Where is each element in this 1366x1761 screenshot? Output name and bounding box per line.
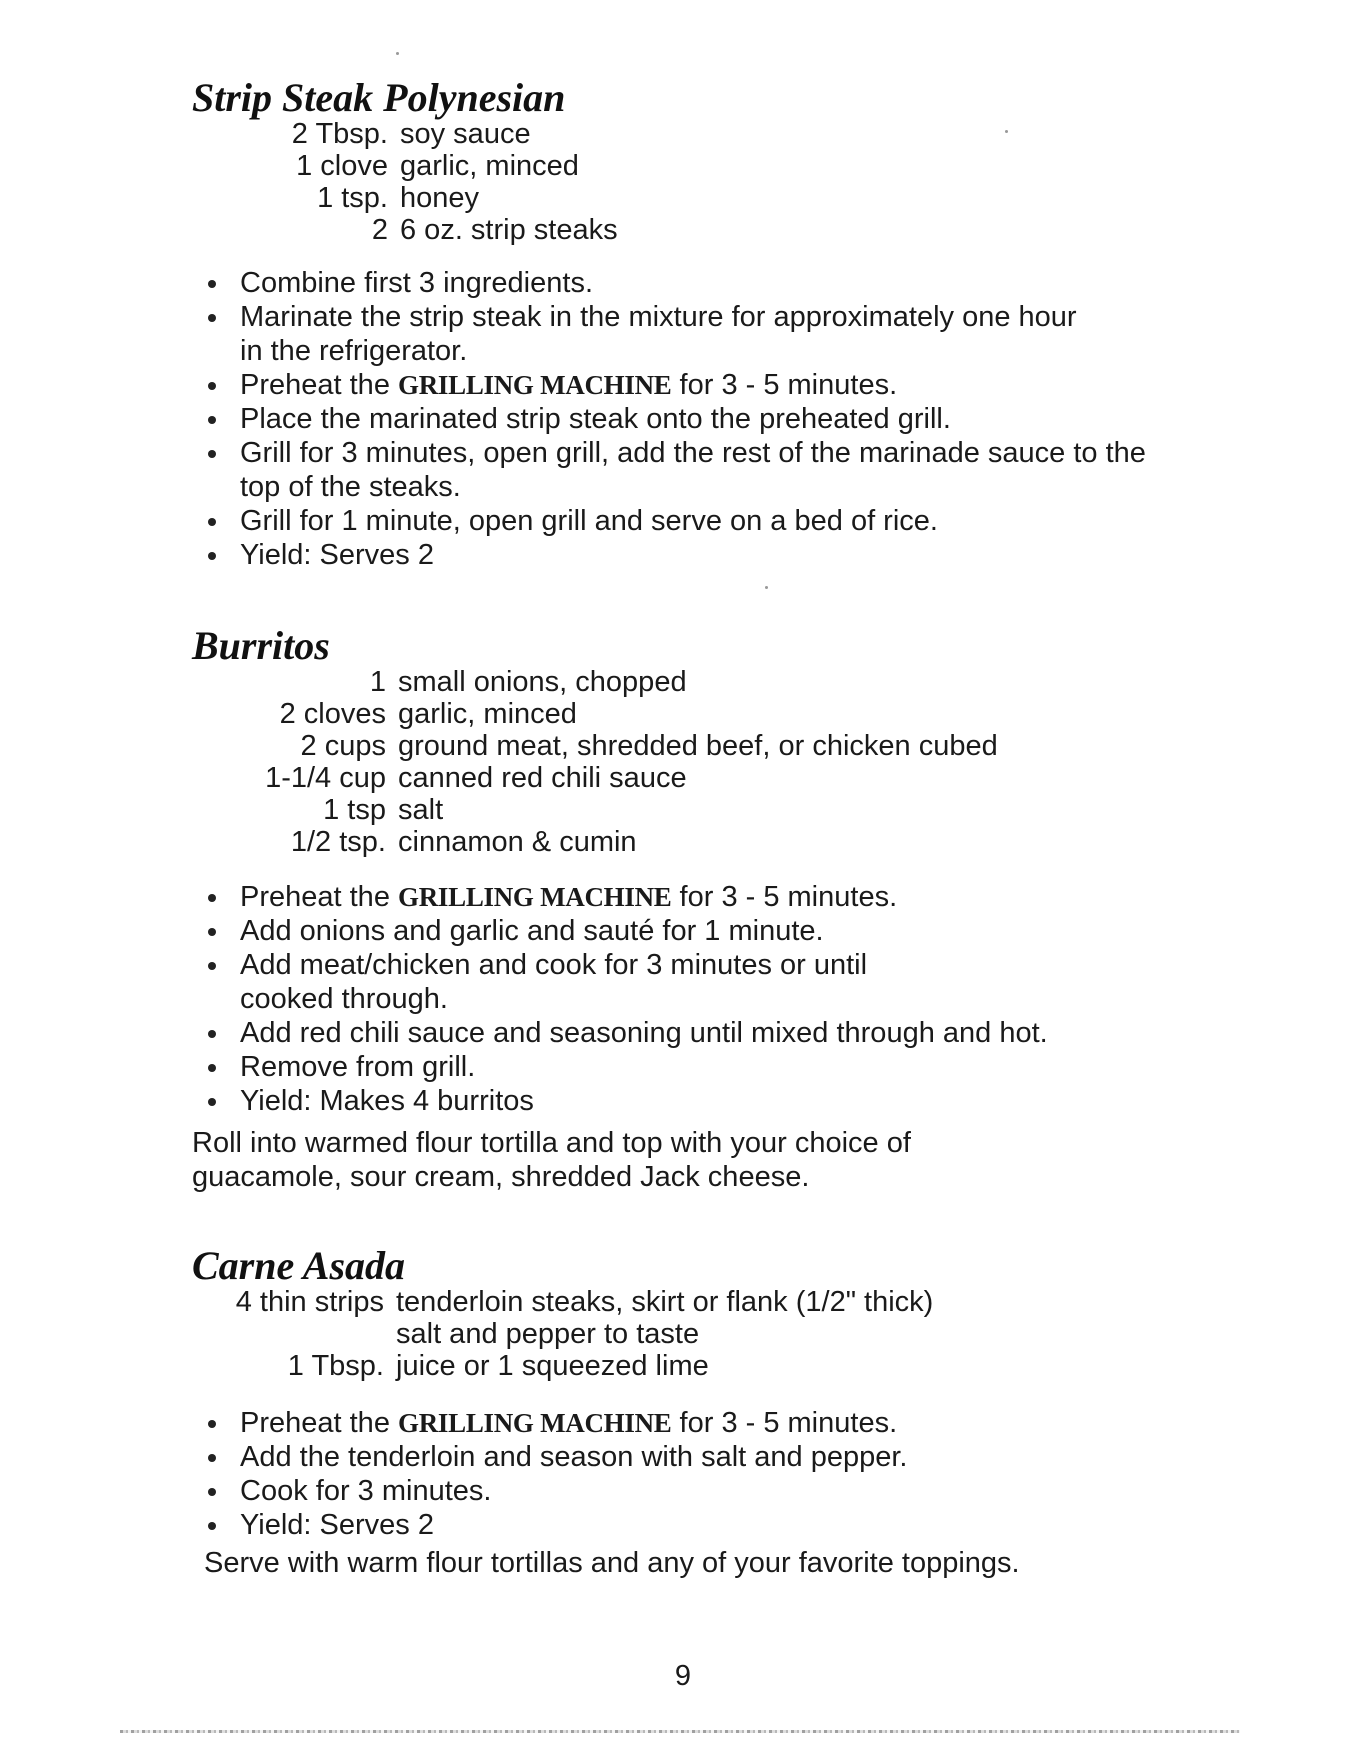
recipe-strip-steak xyxy=(192,76,1152,572)
ingredient-item: small onions, chopped xyxy=(398,666,687,698)
instruction-step xyxy=(192,368,1152,402)
instruction-list xyxy=(192,266,1152,572)
ingredient-item: soy sauce xyxy=(400,118,531,150)
instruction-step: Yield: Makes 4 burritos xyxy=(192,1084,1152,1118)
ingredient-qty: 1 Tbsp. xyxy=(287,1350,384,1382)
ingredient-row xyxy=(192,214,1152,246)
ingredient-row xyxy=(192,698,1152,730)
step-text: Preheat the xyxy=(240,881,398,913)
ingredient-qty: 1-1/4 cup xyxy=(265,762,386,794)
scan-artifact-line xyxy=(120,1730,1240,1733)
ingredient-row xyxy=(192,118,1152,150)
ingredient-row xyxy=(192,762,1152,794)
instruction-step: Add meat/chicken and cook for 3 minutes or until cooked through. xyxy=(192,948,960,1016)
ingredient-row xyxy=(192,666,1152,698)
product-name: GRILLING MACHINE xyxy=(398,1408,672,1438)
step-text: Preheat the xyxy=(240,1407,398,1439)
ingredient-qty: 1 clove xyxy=(296,150,388,182)
ingredient-row xyxy=(192,794,1152,826)
ingredient-row xyxy=(192,826,1152,858)
ingredient-item: garlic, minced xyxy=(400,150,579,182)
ingredient-qty: 2 Tbsp. xyxy=(291,118,388,150)
instruction-step: Grill for 1 minute, open grill and serve on a bed of rice. xyxy=(192,504,1152,538)
instruction-step: Grill for 3 minutes, open grill, add the rest of the marinade sauce to the top of the steaks. xyxy=(192,436,1160,504)
ingredient-item: salt xyxy=(398,794,444,826)
ingredient-item: 6 oz. strip steaks xyxy=(400,214,618,246)
ingredient-item: cinnamon & cumin xyxy=(398,826,637,858)
product-name: GRILLING MACHINE xyxy=(398,882,672,912)
ingredient-item: garlic, minced xyxy=(398,698,577,730)
serving-note: Roll into warmed flour tortilla and top with your choice of guacamole, sour cream, shredded Jack cheese. xyxy=(192,1127,911,1193)
instruction-step: Cook for 3 minutes. xyxy=(192,1474,1152,1508)
recipe-title: Burritos xyxy=(192,623,330,668)
ingredient-list xyxy=(192,666,1152,858)
ingredient-qty: 2 xyxy=(371,214,388,246)
recipe-title: Strip Steak Polynesian xyxy=(192,75,566,120)
step-text: for 3 - 5 minutes. xyxy=(671,881,898,913)
scan-speck xyxy=(1005,130,1008,133)
step-text: for 3 - 5 minutes. xyxy=(671,369,898,401)
ingredient-list xyxy=(192,1286,1152,1382)
instruction-step: Add red chili sauce and seasoning until mixed through and hot. xyxy=(192,1016,1152,1050)
serving-note: Serve with warm flour tortillas and any of your favorite toppings. xyxy=(204,1547,1020,1579)
instruction-step xyxy=(192,880,1152,914)
instruction-step: Remove from grill. xyxy=(192,1050,1152,1084)
instruction-step: Add the tenderloin and season with salt and pepper. xyxy=(192,1440,1152,1474)
recipe-carne-asada xyxy=(192,1244,1152,1580)
instruction-step: Combine first 3 ingredients. xyxy=(192,266,1152,300)
ingredient-item: juice or 1 squeezed lime xyxy=(396,1350,709,1382)
ingredient-qty: 4 thin strips xyxy=(235,1286,384,1318)
instruction-list xyxy=(192,1406,1152,1542)
instruction-step: Add onions and garlic and sauté for 1 minute. xyxy=(192,914,1152,948)
step-text: for 3 - 5 minutes. xyxy=(671,1407,898,1439)
instruction-step xyxy=(192,1406,1152,1440)
ingredient-qty: 1 xyxy=(369,666,386,698)
instruction-step: Place the marinated strip steak onto the preheated grill. xyxy=(192,402,1152,436)
ingredient-item: honey xyxy=(400,182,480,214)
instruction-list xyxy=(192,880,1152,1118)
ingredient-row xyxy=(192,150,1152,182)
instruction-step: Marinate the strip steak in the mixture for approximately one hour in the refrigerator. xyxy=(192,300,1080,368)
page-number: 9 xyxy=(674,1660,692,1692)
ingredient-qty: 1 tsp xyxy=(323,794,386,826)
recipe-title: Carne Asada xyxy=(192,1243,406,1288)
ingredient-row xyxy=(192,182,1152,214)
scan-speck xyxy=(765,586,768,589)
ingredient-qty: 2 cups xyxy=(300,730,386,762)
instruction-step: Yield: Serves 2 xyxy=(192,1508,1152,1542)
ingredient-qty: 1/2 tsp. xyxy=(290,826,386,858)
ingredient-item: canned red chili sauce xyxy=(398,762,687,794)
ingredient-item: salt and pepper to taste xyxy=(396,1318,700,1350)
product-name: GRILLING MACHINE xyxy=(398,370,672,400)
ingredient-row xyxy=(192,1286,1152,1318)
ingredient-item: ground meat, shredded beef, or chicken cubed xyxy=(398,730,998,762)
ingredient-row xyxy=(192,1350,1152,1382)
ingredient-list xyxy=(192,118,1152,246)
ingredient-qty xyxy=(192,1318,384,1350)
instruction-step: Yield: Serves 2 xyxy=(192,538,1152,572)
ingredient-row xyxy=(192,1318,1152,1350)
ingredient-item: tenderloin steaks, skirt or flank (1/2" thick) xyxy=(396,1286,934,1318)
ingredient-qty: 1 tsp. xyxy=(317,182,388,214)
recipe-burritos xyxy=(192,624,1152,1194)
ingredient-row xyxy=(192,730,1152,762)
step-text: Preheat the xyxy=(240,369,398,401)
scan-speck xyxy=(396,52,399,55)
ingredient-qty: 2 cloves xyxy=(279,698,386,730)
